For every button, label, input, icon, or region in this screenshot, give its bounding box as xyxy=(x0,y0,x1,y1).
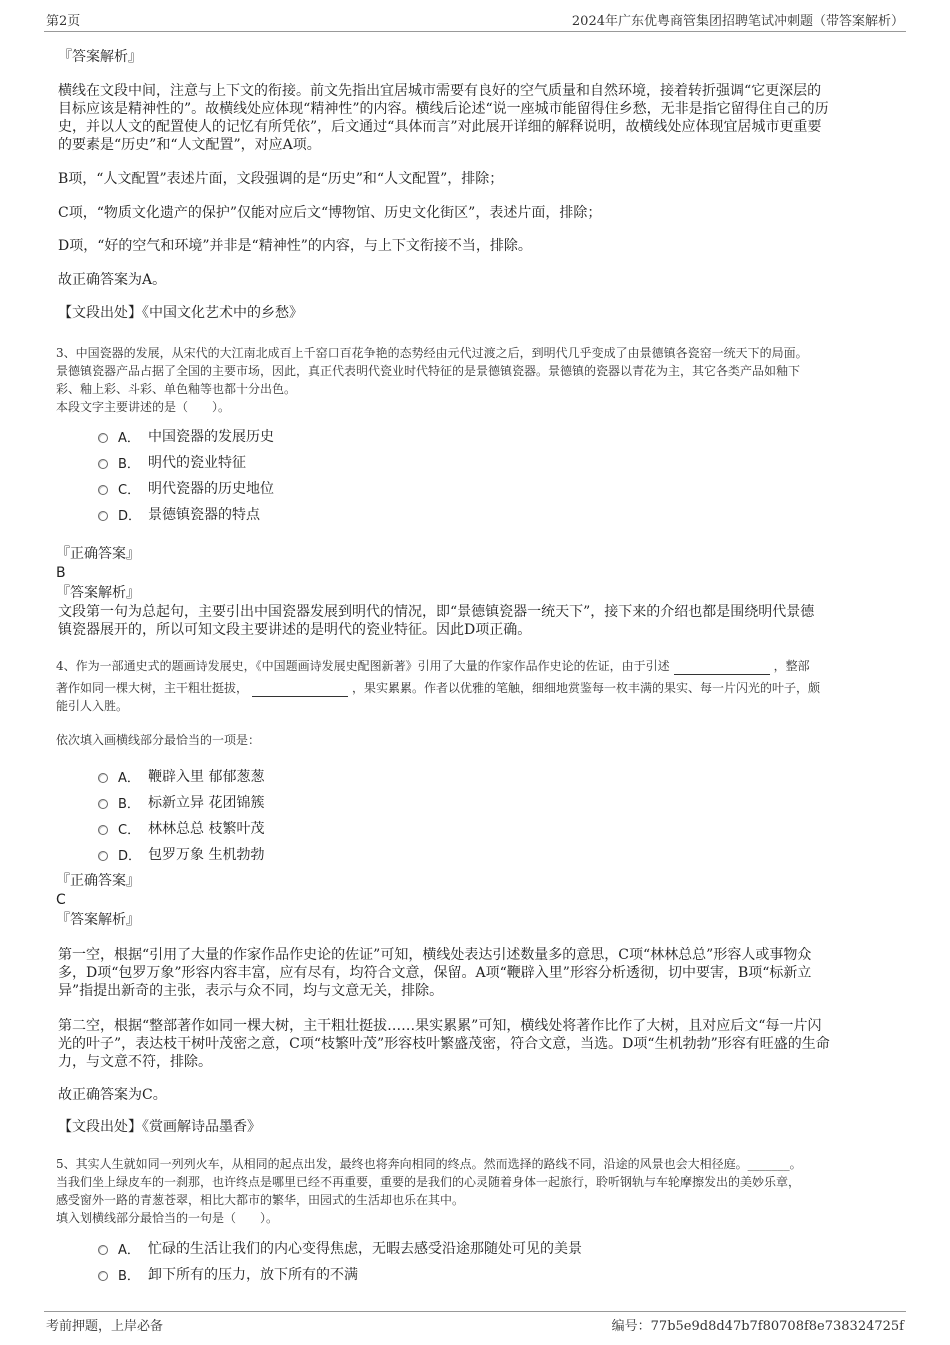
q2-source: 【文段出处】《中国文化艺术中的乡愁》 xyxy=(58,305,303,321)
footer-serial: 编号：77b5e9d8d47b7f80708f8e738324725f xyxy=(611,1319,904,1334)
option-letter: C． xyxy=(118,482,141,498)
q5-stem xyxy=(56,1155,802,1227)
option-letter: A． xyxy=(118,1242,140,1258)
footer-slogan: 考前押题，上岸必备 xyxy=(46,1319,164,1334)
text-line: 横线在文段中间，注意与上下文的衔接。前文先指出宜居城市需要有良好的空气质量和自然环境，接着转折强调“它更深层的 xyxy=(58,83,822,99)
text-line: 填入划横线部分最恰当的一句是（ ）。 xyxy=(56,1211,279,1225)
header-divider xyxy=(44,31,906,32)
q4-analysis-para1 xyxy=(58,946,811,1000)
option-text: 中国瓷器的发展历史 xyxy=(148,429,274,445)
q2-analysis-para1 xyxy=(58,82,829,154)
q4-analysis-label: 『答案解析』 xyxy=(56,912,140,928)
q2-option-c-analysis: C项，“物质文化遗产的保护”仅能对应后文“博物馆、历史文化街区”，表述片面，排除； xyxy=(58,205,602,221)
q5-option-b[interactable] xyxy=(98,1264,358,1284)
text-line: 著作如同一棵大树，主干粗壮挺拔， ，果实累累。作者以优雅的笔触，细细地赏鉴每一枚丰满的果实、每一片闪光的叶子，颇 xyxy=(56,681,821,695)
text-line: 本段文字主要讲述的是（ ）。 xyxy=(56,400,231,414)
q3-analysis-label: 『答案解析』 xyxy=(56,585,140,601)
radio-icon[interactable] xyxy=(98,1271,108,1281)
option-text: 鞭辟入里 郁郁葱葱 xyxy=(148,769,265,785)
q4-answer-label: 『正确答案』 xyxy=(56,873,140,889)
radio-icon[interactable] xyxy=(98,511,108,521)
document-title: 2024年广东优粤商管集团招聘笔试冲刺题（带答案解析） xyxy=(571,14,904,29)
text-line: 3、中国瓷器的发展，从宋代的大江南北成百上千窑口百花争艳的态势经由元代过渡之后，到明代几乎变成了由景德镇各瓷窑一统天下的局面。 xyxy=(56,346,808,360)
text-line: 景德镇瓷器产品占据了全国的主要市场，因此，真正代表明代瓷业时代特征的是景德镇瓷器。景德镇的瓷器以青花为主，其它各类产品如釉下 xyxy=(56,364,801,378)
text-line: 能引人入胜。 xyxy=(56,699,129,713)
radio-icon[interactable] xyxy=(98,825,108,835)
text-line: 当我们坐上绿皮车的一刹那，也许终点是哪里已经不再重要，重要的是我们的心灵随着身体一起旅行，聆听钢轨与车轮摩擦发出的美妙乐章， xyxy=(56,1175,801,1189)
radio-icon[interactable] xyxy=(98,459,108,469)
option-text: 忙碌的生活让我们的内心变得焦虑，无暇去感受沿途那随处可见的美景 xyxy=(148,1241,582,1257)
q4-prompt: 依次填入画横线部分最恰当的一项是： xyxy=(56,733,261,747)
text-line: 异”指提出新奇的主张，表示与众不同，均与文意无关，排除。 xyxy=(58,983,444,999)
text-line: 目标应该是精神性的”。故横线处应体现“精神性”的内容。横线后论述“说一座城市能留得住乡愁，无非是指它留得住自己的历 xyxy=(58,101,829,117)
radio-icon[interactable] xyxy=(98,851,108,861)
q2-conclusion: 故正确答案为A。 xyxy=(58,272,167,288)
option-text: 卸下所有的压力，放下所有的不满 xyxy=(148,1267,358,1283)
q4-source: 【文段出处】《赏画解诗品墨香》 xyxy=(58,1119,261,1135)
option-letter: B． xyxy=(118,796,140,812)
q3-answer: B xyxy=(56,565,66,581)
q3-answer-label: 『正确答案』 xyxy=(56,546,140,562)
text-line: 5、其实人生就如同一列列火车，从相同的起点出发，最终也将奔向相同的终点。然而选择的路线不同，沿途的风景也会大相径庭。_______。 xyxy=(56,1157,802,1171)
text-line: 光的叶子”，表达枝干树叶茂密之意，C项“枝繁叶茂”形容枝叶繁盛茂密，符合文意，当选。D项“生机勃勃”形容有旺盛的生命 xyxy=(58,1036,830,1052)
q4-option-d[interactable] xyxy=(98,844,264,864)
text-line: 文段第一句为总起句，主要引出中国瓷器发展到明代的情况，即“景德镇瓷器一统天下”，接下来的介绍也都是围绕明代景德 xyxy=(58,604,815,620)
option-text: 林林总总 枝繁叶茂 xyxy=(148,821,265,837)
option-text: 包罗万象 生机勃勃 xyxy=(148,847,265,863)
option-text: 景德镇瓷器的特点 xyxy=(148,507,260,523)
blank-1 xyxy=(674,660,770,675)
q4-option-a[interactable] xyxy=(98,766,264,786)
q3-option-a[interactable] xyxy=(98,426,274,446)
q3-analysis xyxy=(58,603,814,639)
q4-conclusion: 故正确答案为C。 xyxy=(58,1087,167,1103)
option-letter: C． xyxy=(118,822,141,838)
q5-option-a[interactable] xyxy=(98,1238,582,1258)
option-letter: D． xyxy=(118,848,142,864)
page-number: 第2页 xyxy=(46,14,81,29)
text-line: 第二空，根据“整部著作如同一棵大树，主干粗壮挺拔……果实累累”可知，横线处将著作比作了大树，且对应后文“每一片闪 xyxy=(58,1018,822,1034)
option-letter: A． xyxy=(118,430,140,446)
radio-icon[interactable] xyxy=(98,773,108,783)
text-line: 第一空，根据“引用了大量的作家作品作史论的佐证”可知，横线处表达引述数量多的意思，C项“林林总总”形容人或事物众 xyxy=(58,947,812,963)
text-line: 感受窗外一路的青葱苍翠，相比大都市的繁华，田园式的生活却也乐在其中。 xyxy=(56,1193,465,1207)
q4-option-b[interactable] xyxy=(98,792,264,812)
footer-divider xyxy=(44,1311,906,1312)
option-letter: B． xyxy=(118,1268,140,1284)
option-text: 明代瓷器的历史地位 xyxy=(148,481,274,497)
text-line: 彩、釉上彩、斗彩、单色釉等也都十分出色。 xyxy=(56,382,297,396)
q3-option-c[interactable] xyxy=(98,478,274,498)
radio-icon[interactable] xyxy=(98,485,108,495)
text-line: 多，D项“包罗万象”形容内容丰富，应有尽有，均符合文意，保留。A项“鞭辟入里”形容分析透彻，切中要害，B项“标新立 xyxy=(58,965,812,981)
option-text: 明代的瓷业特征 xyxy=(148,455,246,471)
radio-icon[interactable] xyxy=(98,799,108,809)
q4-analysis-para2 xyxy=(58,1017,830,1071)
q3-option-b[interactable] xyxy=(98,452,246,472)
q2-option-b-analysis: B项，“人文配置”表述片面，文段强调的是“历史”和“人文配置”，排除； xyxy=(58,171,504,187)
text-line: 力，与文意不符，排除。 xyxy=(58,1054,212,1070)
text-line: 史，并以人文的配置使人的记忆有所凭依”，后文通过“具体而言”对此展开详细的解释说明，故横线处应体现宜居城市更重要 xyxy=(58,119,822,135)
radio-icon[interactable] xyxy=(98,1245,108,1255)
option-letter: B． xyxy=(118,456,140,472)
q3-stem xyxy=(56,344,808,416)
q4-answer: C xyxy=(56,892,66,908)
q3-option-d[interactable] xyxy=(98,504,260,524)
option-letter: A． xyxy=(118,770,140,786)
text-line: 4、作为一部通史式的题画诗发展史，《中国题画诗发展史配图新著》引用了大量的作家作品作史论的佐证，由于引述 ，整部 xyxy=(56,659,810,673)
q4-stem xyxy=(56,657,820,715)
q4-option-c[interactable] xyxy=(98,818,264,838)
option-text: 标新立异 花团锦簇 xyxy=(148,795,265,811)
radio-icon[interactable] xyxy=(98,433,108,443)
q2-analysis-label: 『答案解析』 xyxy=(58,49,142,65)
q2-option-d-analysis: D项，“好的空气和环境”并非是“精神性”的内容，与上下文衔接不当，排除。 xyxy=(58,238,532,254)
text-line: 的要素是“历史”和“人文配置”，对应A项。 xyxy=(58,137,321,153)
blank-2 xyxy=(252,682,348,697)
option-letter: D． xyxy=(118,508,142,524)
text-line: 镇瓷器展开的，所以可知文段主要讲述的是明代的瓷业特征。因此D项正确。 xyxy=(58,622,532,638)
